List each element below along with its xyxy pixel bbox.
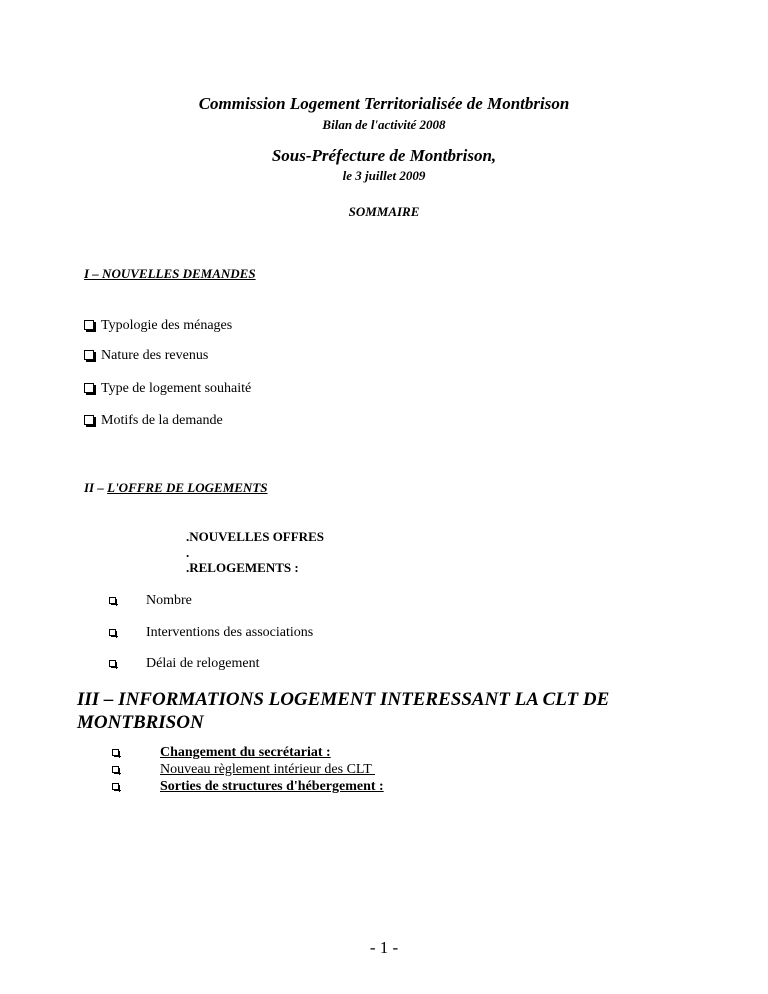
page-number: - 1 - [369,938,399,957]
list-item-label: Nouveau règlement intérieur des CLT [160,762,375,777]
document-title: Commission Logement Territorialisée de Montbrison [198,94,570,113]
prefecture-heading: Sous-Préfecture de Montbrison, [271,146,497,165]
offers-line: .NOUVELLES OFFRES [186,529,324,544]
checkbox-icon [112,749,119,756]
document-date: le 3 juillet 2009 [342,168,426,183]
checkbox-icon [112,783,119,790]
list-item-label: Nombre [146,593,192,608]
document-subtitle: Bilan de l'activité 2008 [322,117,446,132]
list-item-label: Motifs de la demande [101,413,223,428]
list-item-label: Interventions des associations [146,625,314,640]
list-item-label: Sorties de structures d'hébergement : [160,779,384,794]
offers-line: . [186,545,190,560]
checkbox-icon [84,320,94,330]
checkbox-icon [109,660,116,667]
offers-line: .RELOGEMENTS : [186,560,299,575]
sommaire-heading: SOMMAIRE [348,204,420,219]
checkbox-icon [84,415,94,425]
checkbox-icon [109,597,116,604]
list-item-label: Nature des revenus [101,348,209,363]
list-item-label: Type de logement souhaité [101,381,252,396]
checkbox-icon [109,629,116,636]
section-1-heading: I – NOUVELLES DEMANDES [84,266,256,281]
checkbox-icon [84,350,94,360]
list-item-label: Délai de relogement [146,656,260,671]
list-item-label: Typologie des ménages [101,318,233,333]
checkbox-icon [84,383,94,393]
section-3-heading: III – INFORMATIONS LOGEMENT INTERESSANT LA CLT DE MONTBRISON [77,689,610,733]
list-item-label: Changement du secrétariat : [160,745,331,760]
section-2-heading [84,480,268,496]
checkbox-icon [112,766,119,773]
section-2-heading-prefix: II – [84,480,108,495]
section-2-heading-title: L'OFFRE DE LOGEMENTS [107,480,268,495]
